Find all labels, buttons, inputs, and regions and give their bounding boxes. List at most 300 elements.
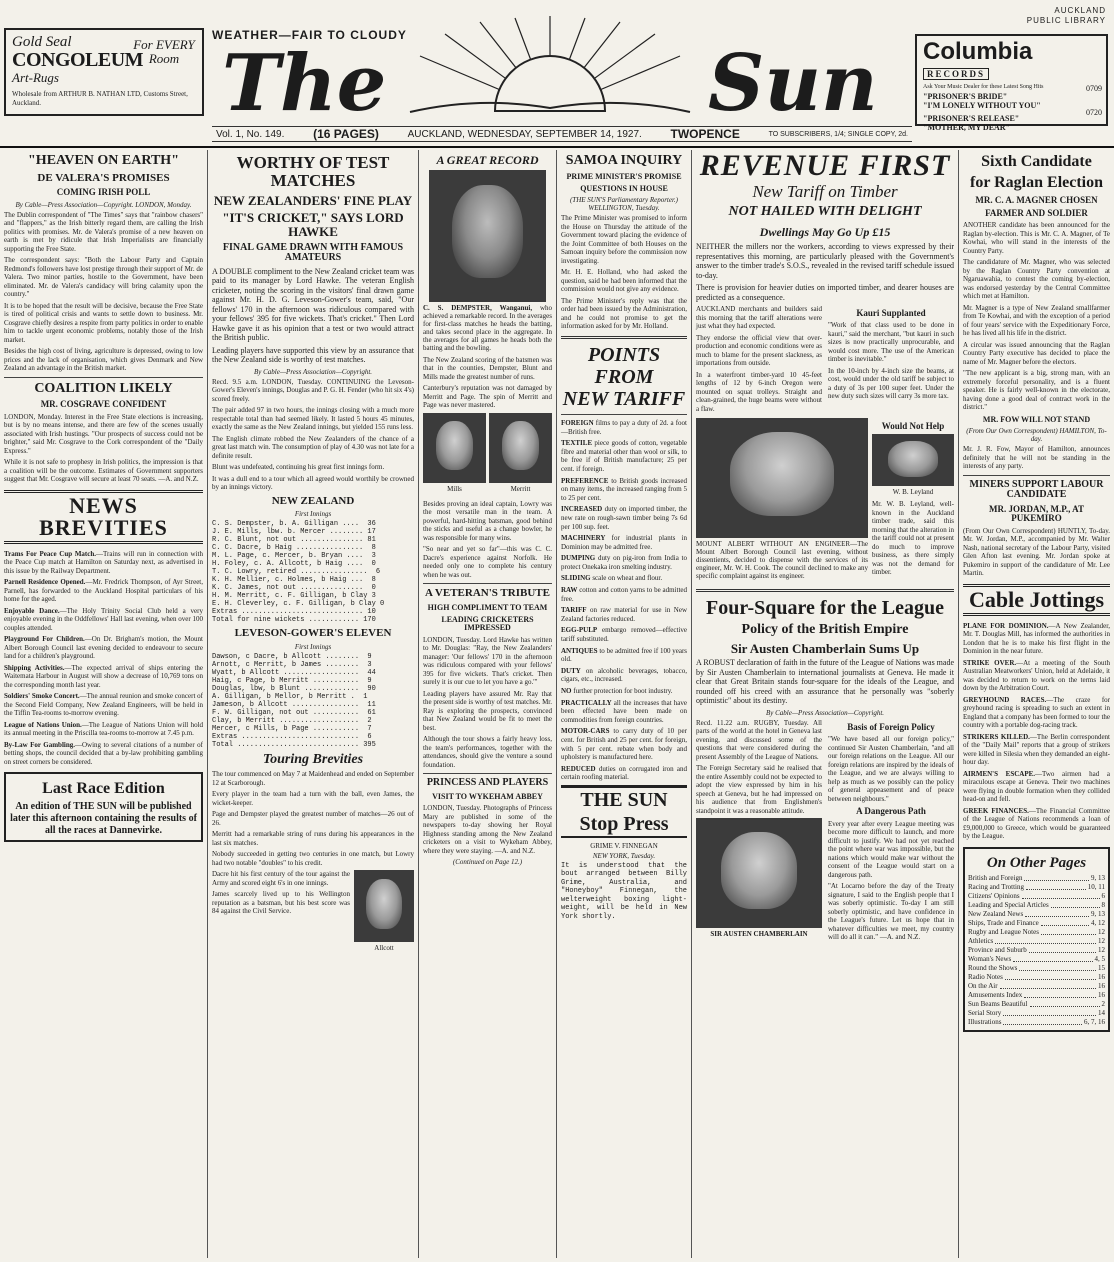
byline: (THE SUN'S Parliamentary Reporter.) WELLINGTON, Tuesday. [569, 196, 679, 213]
brevity-item: By-Law For Gambling.—Owing to several citations of a number of betting shops, the council decided that a by-law prohibiting gambling on street corners be considered. [4, 740, 203, 766]
touring-brevities-heading: Touring Brevities [262, 751, 364, 767]
cable-jotting: STRIKE OVER.—At a meeting of the South Australian Meatworkers' Union, held at Adelaide, it was decided to return to work on the terms laid down by the Arbitration Court. [963, 658, 1110, 693]
headline: POINTS FROM [587, 343, 661, 388]
brevity-item: Shipping Activities.—The expected arrival of ships entering the Waitemata Harbour in August will show a decrease of 10,769 tons on the corresponding month last year. [4, 663, 204, 689]
dempster-photo [429, 170, 546, 302]
section-heading: A Dangerous Path [856, 806, 926, 817]
dot-leader [1041, 928, 1096, 935]
brevity-item: Enjoyable Dance.—The Holy Trinity Social Club held a very enjoyable evening in the Oddfellows' Hall last evening, when over 100 couples attended. [4, 606, 203, 632]
brevity-item: League of Nations Union.—The League of Nations Union will hold its annual meeting in the Priscilla tea-rooms to-morrow at 7.45 p.m. [4, 720, 204, 738]
subheadline: New Tariff on Timber [752, 182, 898, 201]
brevities-list [4, 550, 203, 767]
scorecard-line: Extras ............................ 6 [212, 732, 372, 741]
other-pages-number: 14 [1098, 1009, 1105, 1018]
divider [561, 414, 687, 415]
headline: PRINCESS AND PLAYERS [426, 777, 549, 789]
engineer-photo-block [696, 418, 954, 584]
column-1 [0, 150, 207, 1258]
other-pages-list [968, 874, 1105, 1027]
paragraph: Leading players have assured Mr. Ray that the present side is worthy of test matches. Mr. Ray is exploring the prospects, convinced that New Zealand would be fit to meet the best. [423, 689, 552, 732]
paragraph: "The new applicant is a big, strong man, with an extremely forceful personality, and is a fluent speaker. He is fairly well-known in the electorate, having done a good deal of contract work in the district." [963, 369, 1110, 412]
tariff-point: NO further protection for boot industry. [561, 687, 673, 695]
headline: A VETERAN'S TRIBUTE [425, 587, 550, 600]
paragraph: The English climate robbed the New Zealanders of the chance of a great last match win. The consumption of play of 4.30 was not late for a definite result. [212, 434, 414, 460]
other-pages-section: British and Foreign [968, 874, 1023, 883]
scorecard-line: Jameson, b Allcott ................ 11 [212, 700, 376, 709]
paragraph: The Foreign Secretary said he realised that the entire Assembly could not be expected to adopt the view expressed by him in his speech at Geneva, but he had impressed on his audience that from Englishmen's standpoint it was a reasonable attitude. [696, 764, 822, 815]
other-pages-row [968, 892, 1105, 901]
allcott-caption: Allcott [374, 944, 394, 953]
scorecard-line: Wyatt, b Allcott .................. 44 [212, 668, 376, 677]
stop-press-heading: THE SUN Stop Press [561, 785, 687, 838]
paragraph: "So near and yet so far"—this was C. C. Dacre's experience against Norfolk. He needed only one to complete his century when he was out. [423, 545, 552, 579]
section-heading: Kauri Supplanted [856, 308, 926, 318]
scorecard-line: T. C. Lowry, retired ................ 6 [212, 568, 381, 577]
other-pages-number: 12 [1098, 928, 1105, 937]
lead-paragraph: A DOUBLE compliment to the New Zealand cricket team was paid to its manager by Lord Hawke. The veteran English cricketer, noting the scoring in the visitors' final drawn game against Mr. H. D. G. Leveson-Gower's team, said, "Our fellows' 170 in the afternoon was ridiculous compared with your fellows' 395 for five wickets. That's cricket." Then Lord Hawke gave it as his opinion that a test or two would attract the British public. [212, 266, 414, 343]
other-pages-section: Woman's News [968, 955, 1012, 964]
other-pages-number: 8 [1101, 901, 1105, 910]
mills-photo [423, 413, 486, 483]
dot-leader [1019, 964, 1096, 971]
paragraph: Recd. 11.22 a.m. RUGBY, Tuesday. All parts of the world at the hotel in Geneva last evening, and discussed some of the questions that were considered during the present Assembly of the League of Nations. [696, 718, 822, 761]
paragraph: Dacre hit his first century of the tour against the Army and scored eight 6's in one innings. [212, 870, 350, 887]
dot-leader [1051, 901, 1100, 908]
masthead [0, 0, 1114, 150]
subheadline: PRIME MINISTER'S PROMISE [566, 171, 682, 181]
tariff-point: ANTIQUES to be admitted free if 100 years old. [561, 646, 687, 664]
cable-jottings-heading: Cable Jottings [963, 584, 1110, 616]
other-pages-row [968, 937, 1105, 946]
record-1-title: "PRISONER'S BRIDE" [923, 92, 1008, 101]
columbia-records-advert [915, 34, 1108, 132]
tariff-point: EGG-PULP embargo removed—effective tariff substituted. [561, 626, 687, 644]
last-race-text: An edition of THE SUN will be published later this afternoon containing the results of all the races at Dannevirke. [10, 801, 197, 837]
paragraph: It is to be hoped that the result will be decisive, because the Free State is tired of political crisis and wants to settle down to business. Mr. Cosgrave chiefly desires a respite from party politics in order to enable him to tackle urgent economic problems, notably those of the Irish market. [4, 301, 203, 344]
advert-tagline: For EVERY Room [133, 37, 195, 66]
other-pages-row [968, 946, 1105, 955]
paragraph: Every year after every League meeting was become more difficult to launch, and more difficult to justify. We had not yet reached the point where war was impossible, but the nations which would make war without the consent of the League would start on a dangerous path. [828, 819, 954, 879]
other-pages-section: Sun Beams Beautiful [968, 1000, 1028, 1009]
mills-caption: Mills [447, 484, 462, 493]
subheadline: FINAL GAME DRAWN WITH FAMOUS AMATEURS [222, 241, 404, 264]
dot-leader [1025, 910, 1089, 917]
paragraph: (From Our Own Correspondent) HUNTLY, To-day. Mr. W. Jordan, M.P., accompanied by Mr. Walter Nash, national secretary of the Labour Party, visited Glen Afton last evening. Mr. Jordan spoke at Pukemiro in support of the candidature of Mr. Lee Martin. [963, 526, 1110, 578]
news-brevities-banner [4, 490, 203, 544]
tariff-point: MACHINERY for industrial plants in Dominion may be admitted free. [561, 534, 687, 551]
scorecard-new-zealand [212, 520, 414, 624]
paragraph: Nobody succeeded in getting two centuries in one match, but Lowry had two notable "doubles" to his credit. [212, 850, 414, 867]
headline-revenue-first: REVENUE FIRST [699, 150, 951, 182]
engineer-caption: MOUNT ALBERT WITHOUT AN ENGINEER—The Mount Albert Borough Council last evening, without dissentients, decided to dispense with the services of its engineer, Mr. W. H. Cook. The council declined to make any specific complaint against its engineer. [696, 540, 868, 580]
scorecard-subheading: First Innings [294, 642, 332, 651]
cable-jotting: GREYHOUND RACES.—The craze for greyhound racing is spreading to such an extent in England that a company has been formed to tour the country with a portable dog-racing track. [963, 695, 1110, 730]
tariff-point: DUMPING duty on pig-iron from India to protect Onekaka iron smelting industry. [561, 554, 688, 571]
dateline [212, 126, 912, 142]
news-brevities-title-1: NEWS [69, 492, 138, 518]
other-pages-section: Leading and Special Articles [968, 901, 1049, 910]
paragraph: In a waterfront timber-yard 10 45-feet lengths of 12 by 6-inch Oregon were mounted on squat trolleys. Straight and clean-grained, the huge beams were without a flaw. [696, 370, 822, 413]
library-stamp-line1: AUCKLAND [1054, 6, 1106, 15]
subheadline: QUESTIONS IN HOUSE [580, 184, 668, 194]
other-pages-section: Illustrations [968, 1018, 1002, 1027]
stop-press-subhead: GRIME V. FINNEGAN [590, 841, 658, 850]
lead-paragraph: A ROBUST declaration of faith in the future of the League of Nations was made by Sir Austen Chamberlain to international journalists at Geneva. He made it clear that Great Britain stands four-square for the ideals of the League, and rounded off his creed with an assurance that he personally was "soberly optimistic" about its destiny. [696, 658, 955, 706]
headline: SAMOA INQUIRY [565, 153, 683, 168]
other-pages-number: 10, 11 [1087, 883, 1105, 892]
other-pages-section: Radio Notes [968, 973, 1003, 982]
section-heading: Basis of Foreign Policy [847, 721, 935, 732]
other-pages-row [968, 982, 1105, 991]
merritt-photo [489, 413, 552, 483]
scorecard-line: A. Gilligan, b Mellor, b Merritt . 1 [212, 692, 368, 701]
other-pages-number: 9, 13 [1091, 910, 1105, 919]
other-pages-row [968, 919, 1105, 928]
cable-jotting: STRIKERS KILLED.—The Berlin correspondent of the "Daily Mail" reports that a group of strikers were killed in Silesia when they demanded an eight-hour day. [963, 732, 1111, 767]
scorecard-line: Haig, c Page, b Merritt ........... 9 [212, 676, 372, 685]
divider [561, 336, 687, 339]
scorecard-line: C. C. Dacre, b Haig ................ 8 [212, 544, 376, 553]
paragraph: The Dublin correspondent of "The Times" says that "rainbow chasers" and "flappers," as the Irish bitterly regard them, are calling the Irish politics with promises. Mr. de Valera's promise of a new heaven on earth is met by ridicule that Irish Imperialists are financially supporting the Free State. [4, 210, 203, 253]
dot-leader [995, 937, 1096, 944]
other-pages-row [968, 901, 1105, 910]
brevity-item: Soldiers' Smoke Concert.—The annual reunion and smoke concert of the Second Field Company, New Zealand Engineers, will be held in the Tiffin Tea-rooms to-morrow evening. [4, 692, 203, 718]
timber-article-body [696, 305, 954, 416]
scorecard-line: Dawson, c Dacre, b Allcott ........ 9 [212, 652, 372, 661]
scorecard-heading: LEVESON-GOWER'S ELEVEN [234, 627, 392, 640]
paragraph: James scarcely lived up to his Wellington reputation as a batsman, but his best score was 84 against the Civil Service. [212, 890, 350, 916]
scorecard-line: Extras ............................. 10 [212, 608, 376, 617]
record-1-number: 0709 [1086, 84, 1102, 93]
other-pages-number: 4, 5 [1094, 955, 1105, 964]
column-6 [959, 150, 1114, 1258]
headline: Sixth Candidate [981, 153, 1092, 170]
congoleum-advert [4, 28, 204, 116]
lead-paragraph: There is provision for heavier duties on imported timber, and dearer houses are predicted as a consequence. [696, 283, 954, 302]
chamberlain-photo [696, 818, 822, 928]
record-2-title: "PRISONER'S RELEASE" [923, 114, 1020, 123]
other-pages-row [968, 1000, 1105, 1009]
record-2-number: 0720 [1086, 108, 1102, 117]
advert-columbia-sub: RECORDS [923, 68, 989, 80]
tariff-point: SLIDING scale on wheat and flour. [561, 574, 663, 583]
divider [423, 583, 552, 584]
other-pages-section: On the Air [968, 982, 998, 991]
cable-jotting: AIRMEN'S ESCAPE.—Two airmen had a miraculous escape at Geneva. Their two machines were flying in double formation when they collided head-on and fell. [963, 769, 1110, 804]
dot-leader [1005, 973, 1096, 980]
dot-leader [1024, 874, 1089, 881]
headline: for Raglan Election [969, 173, 1104, 191]
other-pages-row [968, 955, 1105, 964]
tariff-point: TEXTILE piece goods of cotton, vegetable fibre and material other than wool or silk, to be free if of British manufacture; 25 per cent. if foreign. [561, 439, 687, 473]
cable-jottings-list [963, 622, 1110, 841]
paragraph: The Prime Minister was promised to inform the House on Thursday the attitude of the Government toward placing the evidence of the Joint Committee of both Houses on the Samoan inquiry before the commission now investigating. [561, 214, 687, 265]
scorecard-line: K. C. James, not out ............... 0 [212, 584, 376, 593]
dempster-caption: C. S. DEMPSTER, Wanganui, who achieved a remarkable record. In the averages for first-class matches he heads the batting, and takes second place in the aggregate. In the averages for all games he heads both the batting and the bowling. [423, 303, 553, 352]
other-pages-row [968, 991, 1105, 1000]
divider [4, 377, 203, 378]
record-1-title-2: "I'M LONELY WITHOUT YOU" [923, 101, 1041, 110]
subheadline: MR. JORDAN, M.P., AT PUKEMIRO [989, 503, 1084, 524]
subheadline: COMING IRISH POLL [56, 187, 151, 198]
other-pages-section: Province and Suburb [968, 946, 1027, 955]
other-pages-section: Rugby and League Notes [968, 928, 1039, 937]
paragraph: "Work of that class used to be done in kauri," said the merchant, "but kauri in such sizes is now practically unprocurable, and would cost more. The use of the American timber is inevitable." [828, 321, 954, 364]
paragraph: Page and Dempster played the greatest number of matches—26 out of 26. [212, 810, 414, 827]
paragraph: Besides the high cost of living, agriculture is depressed, owing to low prices and the lack of organisation, which gives Denmark and New Zealand an advantage in the British market. [4, 347, 203, 373]
other-pages-row [968, 1009, 1105, 1018]
lead-paragraph: Leading players have supported this view by an assurance that the New Zealand side is worthy of test matches. [212, 345, 414, 365]
cable-jotting: PLANE FOR DOMINION.—A New Zealander, Mr. T. Douglas Mill, has informed the authorities in London that he is to make his first flight in the Dominion in the near future. [963, 621, 1110, 656]
divider [696, 589, 954, 592]
scorecard-line: Mercer, c Mills, b Page ........... 7 [212, 724, 372, 733]
dot-leader [1003, 1018, 1082, 1025]
advert-wholesale: Wholesale from ARTHUR B. NATHAN LTD, Customs Street, Auckland. [12, 90, 188, 107]
paragraph: In the 10-inch by 4-inch size the beams, at cost, would under the old tariff be subject to a duty of 3s per 100 super feet. Under the new duty such sizes will carry 3s more tax. [828, 366, 954, 401]
subheadline: Sir Austen Chamberlain Sums Up [730, 640, 920, 656]
subheadline: Policy of the British Empire [741, 622, 909, 637]
dot-leader [1029, 946, 1096, 953]
other-pages-number: 12 [1098, 937, 1105, 946]
stop-press-text: It is understood that the bout arranged between Billy Grime, Australia, and "Honeyboy" Finnegan, the welterweight boxing light-weight, will be held in New York shortly. [561, 861, 687, 921]
paragraph: "At Locarno before the day of the Treaty signature, I said to the English people that I was soberly optimistic. To-day I am still soberly optimistic, and have confidence in the League's future. Let us hope that in whatever difficulties we meet, my country will do all it can." —A. and N.Z. [828, 882, 954, 942]
library-stamp-line2: PUBLIC LIBRARY [1026, 16, 1106, 25]
other-pages-row [968, 910, 1105, 919]
paragraph: They endorse the official view that over-production and economic conditions were as much to blame for the present slackness, as importations from outside. [696, 333, 822, 367]
subheadline: NOT HAILED WITH DELIGHT [728, 204, 922, 219]
dot-leader [1013, 955, 1092, 962]
scorecard-line: F. W. Gilligan, not out ........... 61 [212, 708, 376, 717]
scorecard-line: Douglas, lbw, b Blunt ............. 90 [212, 684, 376, 693]
subheadline: MR. COSGRAVE CONFIDENT [40, 399, 167, 410]
tariff-point: FOREIGN films to pay a duty of 2d. a foot—British free. [561, 418, 688, 436]
byline: By Cable—Press Association—Copyright. [765, 708, 885, 717]
paragraph: LONDON, Monday. Interest in the Free State elections is increasing, but is by no means intense, and there are few of the scenes usually associated with Irish hustings. "Our prospects of success could not be brighter," said Mr. Cosgrave to the Cork correspondent of the "Daily Express." [4, 412, 203, 455]
paragraph: The correspondent says: "Both the Labour Party and Captain Redmond's followers have lost prestige through their support of Mr. de Valera. Two minor parties, hostile to the Government, have been eliminated. Mr. de Valera's candidacy will bring calamity upon the country." [4, 256, 203, 299]
tariff-point: PRACTICALLY all the increases that have been effected have been made on commodities from foreign countries. [561, 698, 687, 724]
divider [423, 773, 552, 774]
column-5 [692, 150, 958, 1258]
other-pages-row [968, 1018, 1105, 1027]
dot-leader [1030, 1000, 1100, 1007]
volume-number: Vol. 1, No. 149. [216, 128, 285, 140]
advert-brand-main: CONGOLEUM [12, 49, 144, 71]
paragraph: Blunt was undefeated, continuing his great first innings form. [212, 463, 385, 472]
tariff-point: INCREASED duty on imported timber, the new rate on rough-sawn timber being 7s 6d per 100 sup. feet. [561, 505, 688, 531]
other-pages-section: Ships, Trade and Finance [968, 919, 1039, 928]
scorecard-line: Total ............................. 395 [212, 740, 376, 749]
other-pages-row [968, 973, 1105, 982]
scorecard-line: Total for nine wickets ............ 170 [212, 616, 376, 625]
paragraph: Canterbury's reputation was not damaged by Merritt and Page. The spin of Merritt and Page was never mastered. [423, 384, 552, 410]
subheadline: Dwellings May Go Up £15 [759, 225, 891, 239]
engineer-photo [696, 418, 868, 538]
other-pages-number: 16 [1098, 982, 1105, 991]
column-4 [557, 150, 691, 1258]
news-brevities-title-2: BREVITIES [39, 514, 168, 540]
subheadline: LEADING CRICKETERS IMPRESSED [441, 615, 534, 633]
page-count: (16 PAGES) [313, 127, 379, 141]
headline: "HEAVEN ON EARTH" [28, 153, 179, 168]
tariff-point: MOTOR-CARS to carry duty of 10 per cent. for British and 25 per cent. for foreign, with 5 per cent. rebate when body and upholstery is manufactured here. [561, 727, 687, 762]
tariff-point: PREFERENCE to British goods increased on many items, the increased ranging from 5 to 25 per cent. [561, 476, 688, 502]
other-pages-number: 6 [1101, 892, 1105, 901]
other-pages-number: 2 [1101, 1000, 1105, 1009]
paragraph: Every player in the team had a turn with the ball, even James, the wicket-keeper. [212, 790, 414, 807]
mills-merritt-photos [423, 413, 552, 497]
tariff-point: RAW cotton and cotton yarns to be admitted free. [561, 586, 688, 603]
subheadline: "IT'S CRICKET," SAYS LORD HAWKE [222, 210, 404, 239]
other-pages-section: Amusements Index [968, 991, 1023, 1000]
paragraph: Recd. 9.5 a.m. LONDON, Tuesday. CONTINUING the Leveson-Gower's Eleven's innings, Douglas and P. G. H. Fender (who hit six 4's) scored freely. [212, 377, 414, 403]
weather-forecast: WEATHER—FAIR TO CLOUDY [212, 28, 407, 42]
paragraph: It was a dull end to a tour which all agreed would worthily be crowned by an innings victory. [212, 474, 414, 492]
byline: By Cable—Press Association—Copyright. [253, 367, 373, 376]
headline-four-square: Four-Square for the League [706, 597, 944, 619]
other-pages-heading: On Other Pages [986, 854, 1087, 871]
scorecard-line: K. H. Mellier, c. Holmes, b Haig ... 8 [212, 576, 376, 585]
scorecard-leveson-gower [212, 653, 414, 749]
column-3 [419, 150, 556, 1258]
dot-leader [1024, 991, 1096, 998]
dot-leader [1000, 982, 1096, 989]
paragraph: The tour commenced on May 7 at Maidenhead and ended on September 12 at Scarborough. [212, 770, 414, 787]
allcott-block [212, 870, 414, 956]
scorecard-line: Arnott, c Merritt, b James ........ 3 [212, 660, 372, 669]
paragraph: The Prime Minister's reply was that the order had been issued by the Administration, and he could not promise to get the information asked for by Mr. Holland. [561, 296, 687, 331]
tariff-point: REDUCED duties on corrugated iron and certain roofing material. [561, 764, 688, 782]
other-pages-number: 9, 13 [1091, 874, 1105, 883]
scorecard-line: H. M. Merritt, c. F. Gilligan, b Clay 3 [212, 592, 376, 601]
merritt-caption: Merritt [510, 484, 531, 493]
other-pages-row [968, 874, 1105, 883]
subheadline: FARMER AND SOLDIER [985, 208, 1088, 219]
leyland-caption: W. B. Leyland [892, 488, 934, 497]
other-pages-section: Athletics [968, 937, 994, 946]
divider [963, 475, 1110, 476]
subheadline: DE VALERA'S PROMISES [37, 171, 170, 184]
byline: By Cable—Press Association—Copyright. LONDON, Monday. [15, 200, 192, 209]
paragraph: "We have based all our foreign policy," continued Sir Austen Chamberlain, "and all our foreign relations on the League. All our foreign relations are inspired by the ideals of the League, and we are always willing to help as much as we possibly can the policy of general appeasement and of peace between neighbours." [828, 735, 954, 803]
scorecard-heading: NEW ZEALAND [271, 494, 355, 507]
subheadline: MR. C. A. MAGNER CHOSEN [975, 194, 1098, 205]
tariff-point: TARIFF on raw material for use in New Zealand factories reduced. [561, 606, 687, 623]
chamberlain-caption: SIR AUSTEN CHAMBERLAIN [710, 930, 808, 939]
subheadline: NEW ZEALANDERS' FINE PLAY [213, 192, 413, 208]
other-pages-section: Citizens' Opinions [968, 892, 1020, 901]
other-pages-section: New Zealand News [968, 910, 1024, 919]
scorecard-line: M. L. Page, c. Mercer, b. Bryan .... 3 [212, 552, 376, 561]
tariff-points-list [561, 419, 687, 782]
paragraph: The pair added 97 in two hours, the innings closing with a much more respectable total than had seemed likely. It lasted 5 hours 45 minutes, exactly the same as the New Zealand innings, but yielded 155 runs less. [212, 406, 414, 432]
continued-note: (Continued on Page 12.) [452, 858, 523, 867]
other-pages-box [963, 847, 1110, 1033]
other-pages-number: 12 [1098, 946, 1105, 955]
subscription-rate: TO SUBSCRIBERS, 1/4; SINGLE COPY, 2d. [768, 130, 908, 138]
advert-columbia-small: Ask Your Music Dealer for these Latest Song Hits [923, 84, 1044, 90]
dot-leader [1026, 883, 1086, 890]
subheadline: VISIT TO WYKEHAM ABBEY [432, 791, 543, 801]
other-pages-row [968, 928, 1105, 937]
other-pages-row [968, 883, 1105, 892]
headline: A GREAT RECORD [436, 153, 539, 167]
library-stamp [1027, 6, 1106, 26]
headline: COALITION LIKELY [34, 380, 173, 396]
advert-brand-sub: Art-Rugs [12, 70, 59, 85]
last-race-title: Last Race Edition [42, 780, 165, 798]
stop-press-dateline: NEW YORK, Tuesday. [592, 851, 656, 860]
other-pages-section: Serial Story [968, 1009, 1002, 1018]
scorecard-line: H. Foley, c. A. Allcott, b Haig .... 0 [212, 560, 376, 569]
headline: MINERS SUPPORT LABOUR CANDIDATE [969, 478, 1104, 501]
lead-paragraph: NEITHER the millers nor the workers, according to views expressed by their representatives this morning, are particularly pleased with the Government's answer to the timber trade's S.O.S., revealed in the revised tariff schedule issued to-day. [696, 242, 954, 280]
scorecard-line: Clay, b Merritt ................... 2 [212, 716, 372, 725]
headline: NEW TARIFF [562, 387, 686, 410]
allcott-photo [354, 870, 414, 942]
paragraph: ANOTHER candidate has been announced for the Raglan by-election. This is Mr. C. A. Magner, of Te Kowhai, who will stand in the interests of the Country Party. [963, 221, 1110, 255]
scorecard-line: C. S. Dempster, b. A. Gilligan .... 36 [212, 520, 376, 529]
scorecard-line: R. C. Blunt, not out ............... 81 [212, 536, 376, 545]
sunrise-emblem-icon [400, 16, 700, 116]
masthead-title-left: The [222, 38, 387, 129]
dot-leader [1041, 919, 1089, 926]
brevity-item: Parnell Residence Opened.—Mr. Fredrick Thompson, of Ayr Street, Parnell, has forwarded to the Auckland Hospital particulars of his home for the aged. [4, 578, 203, 604]
paragraph: The New Zealand scoring of the batsmen was that in the counties, Dempster, Blunt and Mills made the greatest number of runs. [423, 355, 552, 381]
other-pages-number: 16 [1098, 991, 1105, 1000]
paragraph: The candidature of Mr. Magner, who was selected by the Raglan Country Party convention at Ngaruawahia, to contest the coming by-election, was endorsed yesterday by the Central Committee which met at Hamilton. [963, 258, 1110, 301]
other-pages-number: 15 [1098, 964, 1105, 973]
paragraph: LONDON, Tuesday. Photographs of Princess Mary are published in some of the newspapers to-day showing her Royal Highness standing among the New Zealand cricketers on a visit to Wykeham Abbey, where they were staying. —A. and N.Z. [423, 804, 552, 855]
other-pages-section: Round the Shows [968, 964, 1018, 973]
cable-jotting: GREEK FINANCES.—The Financial Committee of the League of Nations recommends a loan of £9,000,000 to Greece, which would be guaranteed by the League. [963, 806, 1110, 841]
paragraph: Although the tour shows a fairly heavy loss, the team's performances, together with the attendances, should give the venture a sound foundation. [423, 735, 552, 769]
place-date: AUCKLAND, WEDNESDAY, SEPTEMBER 14, 1927. [407, 128, 642, 140]
last-race-box [4, 772, 203, 842]
scorecard-line: J. E. Mills, lbw. b. Mercer ........ 17 [212, 528, 376, 537]
paragraph: Besides proving an ideal captain, Lowry was the most versatile man in the team. A powerful, hard-hitting batsman, good behind the sticks and useful as a change bowler, he was responsible for many wins. [423, 499, 552, 542]
advert-brand-top: Gold Seal [12, 34, 72, 50]
other-pages-number: 4, 12 [1091, 919, 1105, 928]
paragraph: LONDON, Tuesday. Lord Hawke has written to Mr. Douglas: "Ray, the New Zealanders' manager: 'Our fellows' 170 in the afternoon was ridiculous compared with your fellows' 395 for five wickets. That's cricket. Then surely it is our cue to let you have a go.'" [423, 635, 552, 687]
other-pages-row [968, 964, 1105, 973]
paragraph: AUCKLAND merchants and builders said this morning that the tariff alterations were just what they had expected. [696, 305, 822, 330]
paragraph: While it is not safe to prophesy in Irish politics, the impression is that a coalition will be the outcome. Estimates of Government supporters suggest that Mr. Cosgrave will secure at least 70 seats. —A. and N.Z. [4, 458, 203, 484]
leyland-photo [872, 434, 954, 486]
headline: WORTHY OF TEST MATCHES [236, 153, 390, 190]
scorecard-subheading: First Innings [294, 510, 332, 519]
league-article-body [696, 719, 954, 945]
paragraph: Mr. H. E. Holland, who had asked the question, said he had been informed that the commission would not give any evidence. [561, 268, 687, 294]
masthead-title-right: Sun [708, 38, 878, 129]
paragraph: Mr. W. B. Leyland, well-known in the Auckland timber trade, said this morning that the alteration in the tariff could not at present do much to improve business, as there simply was not the demand for timber. [872, 500, 954, 577]
subheadline: HIGH COMPLIMENT TO TEAM [427, 602, 548, 612]
other-pages-number: 6, 7, 16 [1084, 1018, 1105, 1027]
paragraph: Mr. J. R. Fow, Mayor of Hamilton, announces definitely that he will not be standing in the interests of any party. [963, 445, 1110, 471]
subheadline: MR. FOW WILL NOT STAND [982, 414, 1091, 424]
brevity-item: Trams For Peace Cup Match.—Trains will run in connection with the Peace Cup match at Hamilton on Saturday next, as advertised in this issue by the Railway Department. [4, 549, 203, 575]
brevity-item: Playground For Children.—On Dr. Brigham's motion, the Mount Albert Borough Council last evening decided to endeavour to secure land for a children's playground. [4, 635, 203, 661]
scorecard-line: E. H. Cleverley, c. F. Gilligan, b Clay 0 [212, 600, 385, 609]
advert-columbia-brand: Columbia [923, 38, 1033, 65]
paragraph: A circular was issued announcing that the Raglan Country Party executive has decided to place the name of Mr. Magner before the electors. [963, 340, 1110, 366]
paragraph: Merritt had a remarkable string of runs during his appearances in the last six matches. [212, 830, 414, 847]
column-2 [208, 150, 418, 1258]
other-pages-number: 16 [1098, 973, 1105, 982]
price: TWOPENCE [670, 127, 740, 141]
paragraph: Mr. Magner is a type of New Zealand smallfarmer from Te Kowhai, and with the exception of a period of four years' service with the Expeditionary Force, he has lived all his life in the district. [963, 303, 1110, 338]
other-pages-section: Racing and Trotting [968, 883, 1025, 892]
dot-leader [1003, 1009, 1096, 1016]
